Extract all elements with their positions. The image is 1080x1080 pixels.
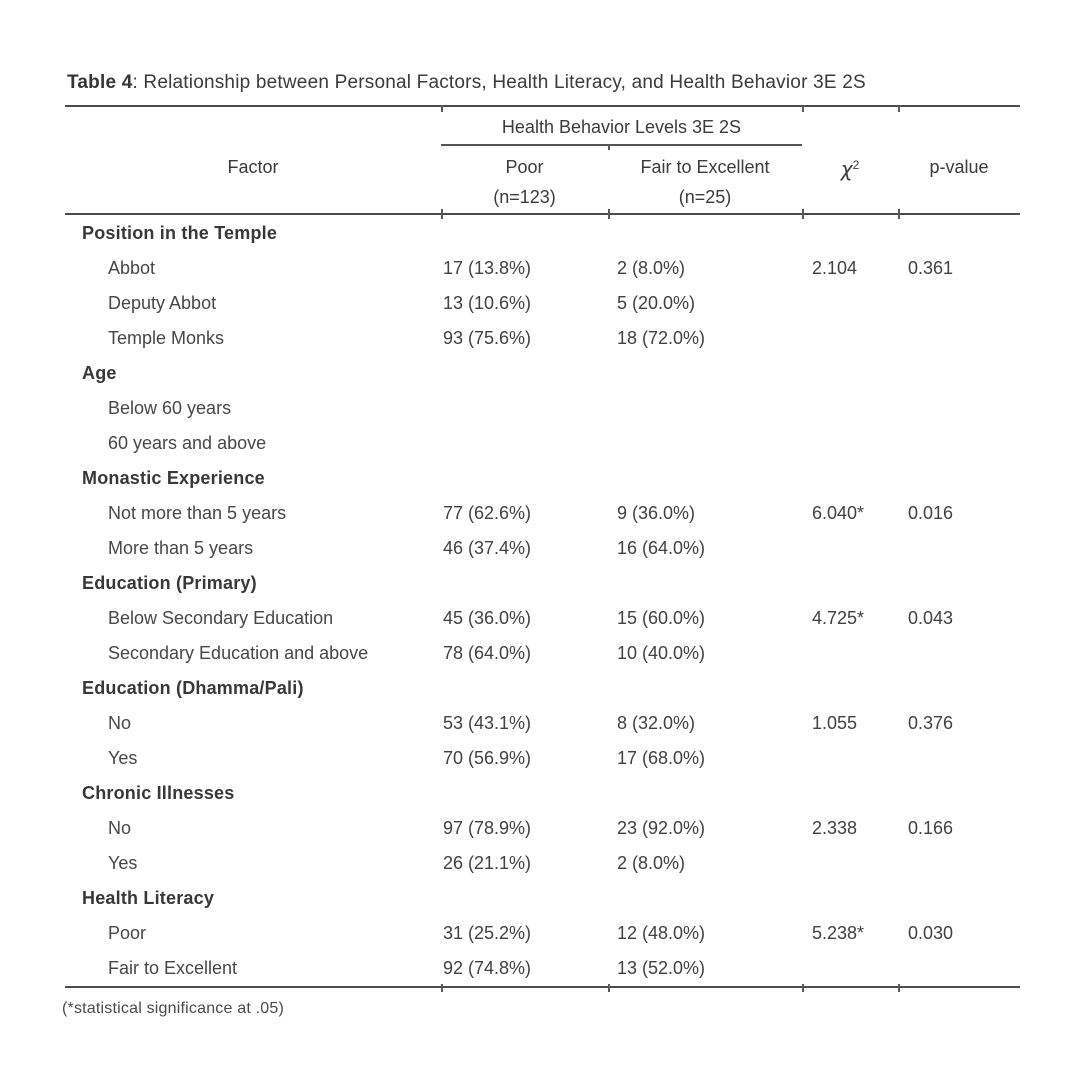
- column-tick: [898, 105, 900, 112]
- poor-value: 46 (37.4%): [443, 538, 532, 558]
- factor-label: Chronic Illnesses: [82, 783, 235, 803]
- factor-label: Temple Monks: [108, 328, 225, 348]
- fair-value: 18 (72.0%): [617, 328, 706, 348]
- poor-value: 70 (56.9%): [443, 748, 532, 768]
- chi-square-value: 2.104: [812, 258, 858, 278]
- p-value-value: 0.361: [908, 258, 954, 278]
- chi-superscript: 2: [852, 158, 860, 172]
- table-bottom-rule: [65, 986, 1020, 988]
- poor-value: 31 (25.2%): [443, 923, 532, 943]
- header-fair: Fair to Excellent: [640, 157, 770, 177]
- fair-value: 13 (52.0%): [617, 958, 706, 978]
- span-group-underline: [441, 144, 802, 146]
- fair-value: 5 (20.0%): [617, 293, 696, 313]
- table-caption-text: : Relationship between Personal Factors, Health Literacy, and Health Behavior 3E 2S: [132, 72, 866, 93]
- factor-label: Deputy Abbot: [108, 293, 217, 313]
- factor-label: Age: [82, 363, 117, 383]
- factor-label: Health Literacy: [82, 888, 215, 908]
- p-value-value: 0.016: [908, 503, 954, 523]
- poor-value: 53 (43.1%): [443, 713, 532, 733]
- fair-value: 17 (68.0%): [617, 748, 706, 768]
- table-caption-number: Table 4: [67, 72, 133, 93]
- table-caption: [67, 72, 866, 94]
- factor-label: Below Secondary Education: [108, 608, 334, 628]
- header-poor-n: (n=123): [493, 187, 556, 207]
- poor-value: 13 (10.6%): [443, 293, 532, 313]
- poor-value: 97 (78.9%): [443, 818, 532, 838]
- header-span-group: Health Behavior Levels 3E 2S: [501, 117, 742, 137]
- factor-label: Monastic Experience: [82, 468, 265, 488]
- fair-value: 15 (60.0%): [617, 608, 706, 628]
- poor-value: 93 (75.6%): [443, 328, 532, 348]
- poor-value: 77 (62.6%): [443, 503, 532, 523]
- column-tick: [802, 105, 804, 112]
- factor-label: Education (Dhamma/Pali): [82, 678, 304, 698]
- column-tick: [441, 105, 443, 112]
- table-footnote: (*statistical significance at .05): [62, 1000, 285, 1017]
- fair-value: 2 (8.0%): [617, 853, 686, 873]
- factor-label: Not more than 5 years: [108, 503, 287, 523]
- chi-square-value: 6.040*: [812, 503, 865, 523]
- header-fair-n: (n=25): [678, 187, 732, 207]
- header-factor: Factor: [227, 157, 279, 177]
- factor-label: Secondary Education and above: [108, 643, 369, 663]
- fair-value: 16 (64.0%): [617, 538, 706, 558]
- fair-value: 12 (48.0%): [617, 923, 706, 943]
- poor-value: 17 (13.8%): [443, 258, 532, 278]
- chi-square-value: 5.238*: [812, 923, 865, 943]
- header-bottom-rule: [65, 213, 1020, 215]
- p-value-value: 0.030: [908, 923, 954, 943]
- chi-square-value: 1.055: [812, 713, 858, 733]
- factor-label: No: [108, 818, 132, 838]
- p-value-value: 0.043: [908, 608, 954, 628]
- poor-value: 45 (36.0%): [443, 608, 532, 628]
- header-poor: Poor: [505, 157, 544, 177]
- chi-symbol: χ: [840, 157, 853, 181]
- p-value-value: 0.376: [908, 713, 954, 733]
- factor-label: No: [108, 713, 132, 733]
- factor-label: Yes: [108, 748, 138, 768]
- factor-label: Fair to Excellent: [108, 958, 238, 978]
- factor-label: Yes: [108, 853, 138, 873]
- poor-value: 78 (64.0%): [443, 643, 532, 663]
- table-body: [65, 216, 1020, 986]
- factor-label: Below 60 years: [108, 398, 232, 418]
- chi-square-value: 2.338: [812, 818, 858, 838]
- p-value-value: 0.166: [908, 818, 954, 838]
- fair-value: 23 (92.0%): [617, 818, 706, 838]
- poor-value: 92 (74.8%): [443, 958, 532, 978]
- factor-label: 60 years and above: [108, 433, 267, 453]
- fair-value: 8 (32.0%): [617, 713, 696, 733]
- header-p-value: p-value: [929, 157, 989, 177]
- poor-value: 26 (21.1%): [443, 853, 532, 873]
- factor-label: Abbot: [108, 258, 156, 278]
- fair-value: 10 (40.0%): [617, 643, 706, 663]
- column-tick: [608, 144, 610, 150]
- table-top-rule: [65, 105, 1020, 107]
- factor-label: More than 5 years: [108, 538, 254, 558]
- header-chi-square: [802, 150, 898, 180]
- fair-value: 2 (8.0%): [617, 258, 686, 278]
- factor-label: Position in the Temple: [82, 223, 278, 243]
- factor-label: Poor: [108, 923, 147, 943]
- fair-value: 9 (36.0%): [617, 503, 696, 523]
- factor-label: Education (Primary): [82, 573, 257, 593]
- stats-table: [65, 105, 1020, 1005]
- chi-square-value: 4.725*: [812, 608, 865, 628]
